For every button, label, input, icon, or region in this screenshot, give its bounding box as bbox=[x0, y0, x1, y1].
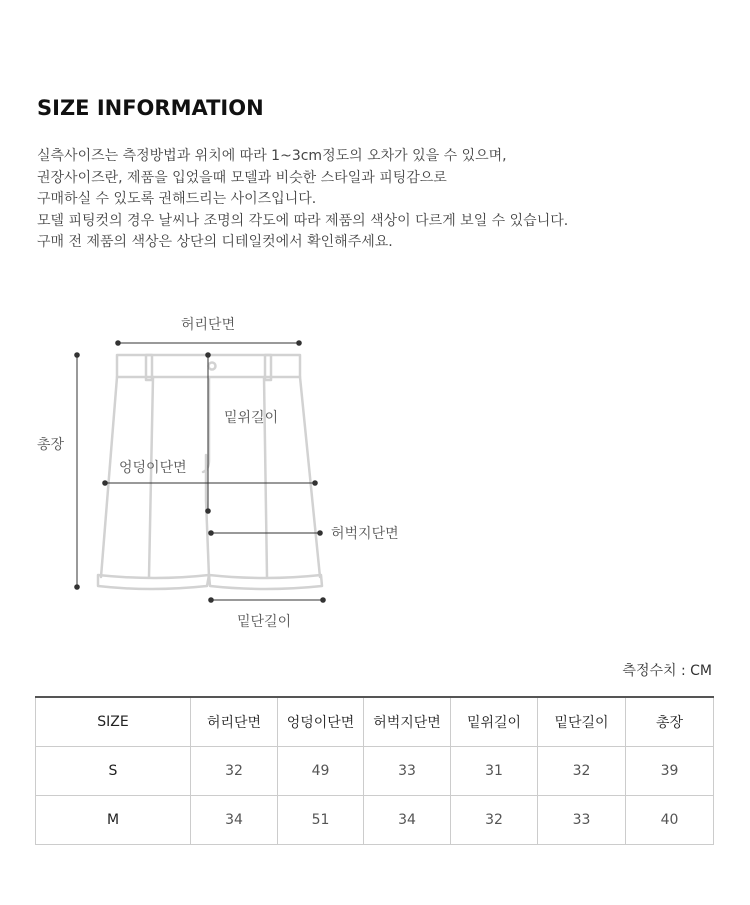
description-line: 구매 전 제품의 색상은 상단의 디테일컷에서 확인해주세요. bbox=[37, 234, 393, 250]
button-outline bbox=[209, 363, 216, 370]
size-table bbox=[35, 696, 714, 845]
description-line: 구매하실 수 있도록 권해드리는 사이즈입니다. bbox=[37, 191, 317, 207]
table-row bbox=[36, 796, 714, 845]
table-cell: 33 bbox=[364, 747, 451, 796]
table-cell: 34 bbox=[191, 796, 278, 845]
left-crease bbox=[149, 377, 153, 577]
table-cell: 33 bbox=[538, 796, 626, 845]
column-header: 엉덩이단면 bbox=[278, 697, 364, 747]
column-header: 허리단면 bbox=[191, 697, 278, 747]
description-line: 모델 피팅컷의 경우 날씨나 조명의 각도에 따라 제품의 색상이 다르게 보일 수 있습니다. bbox=[37, 212, 569, 229]
table-cell: 40 bbox=[626, 796, 714, 845]
right-cuff bbox=[209, 575, 322, 589]
thigh-label: 허벅지단면 bbox=[331, 526, 399, 542]
column-header: 총장 bbox=[626, 697, 714, 747]
table-cell: M bbox=[36, 796, 191, 845]
table-cell: 34 bbox=[364, 796, 451, 845]
column-header: 밑단길이 bbox=[538, 697, 626, 747]
hip-label: 엉덩이단면 bbox=[119, 460, 187, 476]
table-cell: 49 bbox=[278, 747, 364, 796]
table-cell: 31 bbox=[451, 747, 538, 796]
description-line: 실측사이즈는 측정방법과 위치에 따라 1~3cm정도의 오차가 있을 수 있으며, bbox=[37, 148, 507, 164]
table-cell: S bbox=[36, 747, 191, 796]
column-header: SIZE bbox=[36, 697, 191, 747]
left-leg-outer bbox=[101, 377, 117, 577]
table-cell: 39 bbox=[626, 747, 714, 796]
waist-label: 허리단면 bbox=[181, 317, 236, 333]
table-cell: 32 bbox=[451, 796, 538, 845]
column-header: 밑위길이 bbox=[451, 697, 538, 747]
table-cell: 32 bbox=[191, 747, 278, 796]
table-cell: 51 bbox=[278, 796, 364, 845]
table-row bbox=[36, 747, 714, 796]
left-cuff bbox=[98, 575, 209, 589]
rise-label: 밑위길이 bbox=[224, 410, 279, 426]
column-header: 허벅지단면 bbox=[364, 697, 451, 747]
hem-label: 밑단길이 bbox=[237, 614, 292, 630]
right-leg-outer bbox=[300, 377, 320, 577]
measurement-unit-note: 측정수치 : CM bbox=[622, 663, 712, 679]
table-header-row bbox=[36, 697, 714, 747]
shorts-measurement-diagram bbox=[0, 300, 750, 640]
shorts-illustration bbox=[0, 300, 750, 640]
size-description bbox=[37, 146, 727, 254]
total-length-label: 총장 bbox=[37, 437, 65, 453]
description-line: 권장사이즈란, 제품을 입었을때 모델과 비슷한 스타일과 피팅감으로 bbox=[37, 169, 447, 186]
page-title: SIZE INFORMATION bbox=[37, 96, 264, 120]
table-cell: 32 bbox=[538, 747, 626, 796]
